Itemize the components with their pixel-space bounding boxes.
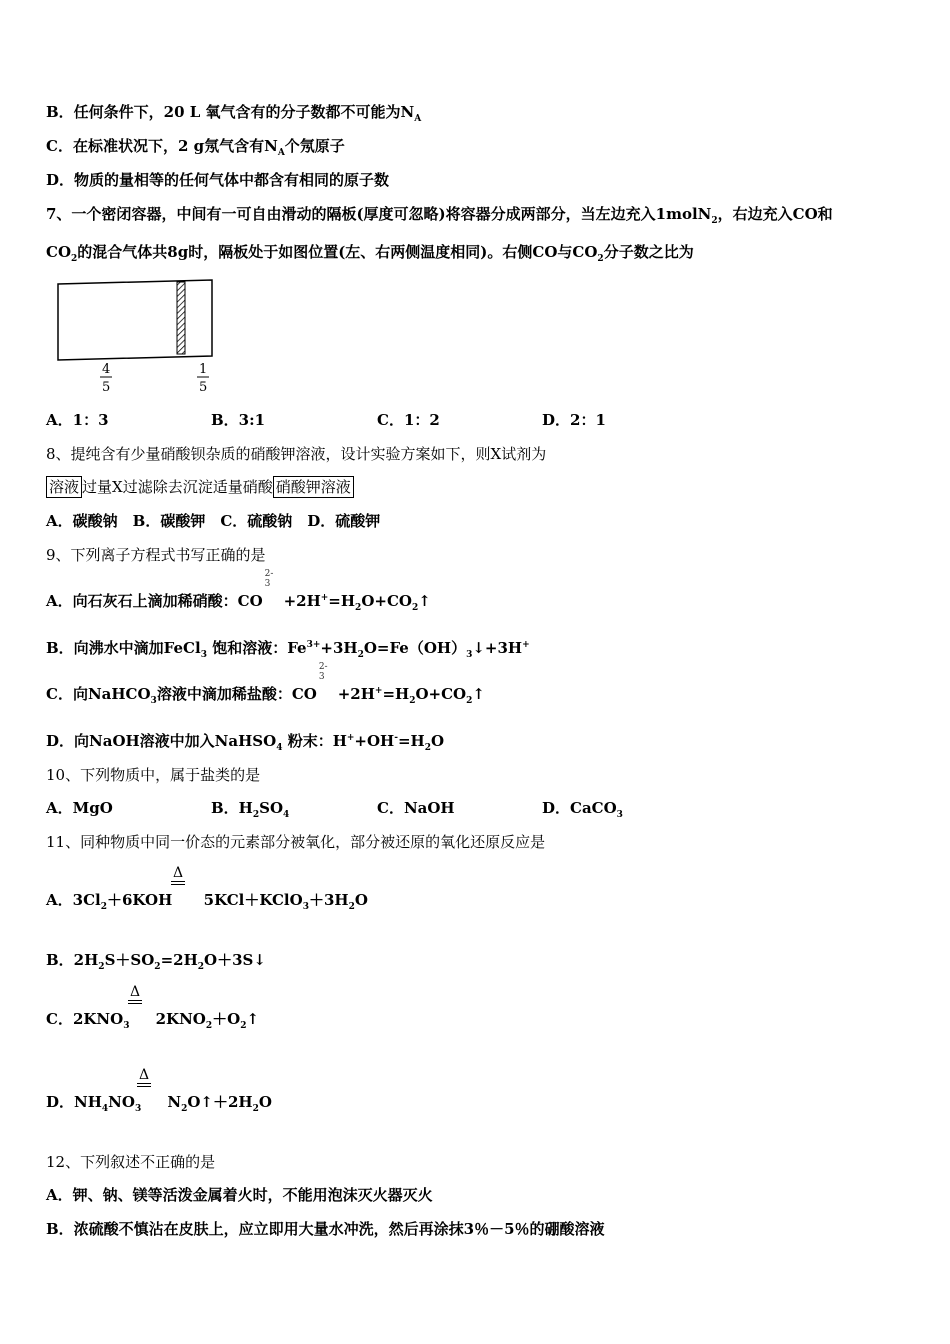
right-fraction-num: 1 bbox=[199, 362, 208, 377]
flow-step2: 过滤 bbox=[122, 478, 153, 496]
partition-plate bbox=[177, 282, 185, 354]
q9-option-b: B．向沸水中滴加FeCl$_3$ 饱和溶液：$Fe^{3+}+3H_2O=Fe(OH)_3↓+3H^+$ bbox=[46, 639, 530, 660]
q7-stem-line1: 7、一个密闭容器，中间有一可自由滑动的隔板(厚度可忽略)将容器分成两部分，当左边充入1molN$_2$，右边充入CO和 bbox=[46, 205, 833, 226]
q7-option-c: C．1：2 bbox=[377, 411, 440, 429]
q10-option-b: B．$H_2SO_4$ bbox=[211, 799, 290, 820]
q10-stem: 10、下列物质中，属于盐类的是 bbox=[46, 766, 261, 784]
q10-option-c: C．NaOH bbox=[377, 799, 455, 817]
q6-option-d: D．物质的量相等的任何气体中都含有相同的原子数 bbox=[46, 171, 390, 189]
container-figure bbox=[50, 276, 220, 396]
flow-start: 溶液 bbox=[46, 476, 82, 498]
q9-stem: 9、下列离子方程式书写正确的是 bbox=[46, 546, 266, 564]
q11-option-c: C．$2KNO_3$ $2KNO_2+O_2↑$ bbox=[46, 1010, 260, 1031]
q7-option-d: D．2：1 bbox=[542, 411, 606, 429]
q10-option-a: A．MgO bbox=[46, 799, 113, 817]
heat-symbol-c: Δ bbox=[128, 985, 142, 1004]
q8-options: A．碳酸钠 B．碳酸钾 C．硫酸钠 D．硫酸钾 bbox=[46, 512, 381, 530]
q10-option-d: D．CaCO$_3$ bbox=[542, 799, 623, 820]
heat-symbol-a: Δ bbox=[171, 866, 185, 885]
q9-option-a: A．向石灰石上滴加稀硝酸：CO 2- 3 $+2H^+=H_2O+CO_2↑$ bbox=[46, 569, 431, 613]
q12-option-b: B．浓硫酸不慎沾在皮肤上，应立即用大量水冲洗，然后再涂抹3％－5％的硼酸溶液 bbox=[46, 1220, 605, 1238]
q11-stem: 11、同种物质中同一价态的元素部分被氧化，部分被还原的氧化还原反应是 bbox=[46, 833, 546, 851]
heat-symbol-d: Δ bbox=[137, 1068, 151, 1087]
q9-option-d: D．向NaOH溶液中加入NaHSO$_4$ 粉末：$H^++OH^-=H_2O$ bbox=[46, 732, 445, 753]
left-fraction-den: 5 bbox=[102, 380, 111, 395]
q7-stem-line2: $CO_2$的混合气体共8g时，隔板处于如图位置(左、右两侧温度相同)。右侧CO与$CO_2$分子数之比为 bbox=[46, 243, 694, 264]
q11-option-a: A．$3Cl_2+6KOH$ $5KCl+KClO_3+3H_2O$ bbox=[46, 891, 368, 912]
flow-step1: 过量X bbox=[82, 478, 123, 496]
q7-option-b: B．3:1 bbox=[211, 411, 266, 429]
q12-option-a: A．钾、钠、镁等活泼金属着火时，不能用泡沫灭火器灭火 bbox=[46, 1186, 433, 1204]
q11-option-b: B．$2H_2S+SO_2=2H_2O+3S↓$ bbox=[46, 951, 266, 972]
q6-option-b: B．任何条件下，20 L 氧气含有的分子数都不可能为$N_A$ bbox=[46, 103, 422, 124]
right-fraction-den: 5 bbox=[199, 380, 208, 395]
q12-stem: 12、下列叙述不正确的是 bbox=[46, 1153, 216, 1171]
flow-step4: 适量硝酸 bbox=[212, 478, 273, 496]
q7-option-a: A．1：3 bbox=[46, 411, 109, 429]
q8-flowchart bbox=[46, 476, 354, 498]
q8-stem: 8、提纯含有少量硝酸钡杂质的硝酸钾溶液，设计实验方案如下，则X试剂为 bbox=[46, 445, 547, 463]
q9-option-c: C．向NaHCO$_3$溶液中滴加稀盐酸：CO 2- 3 $+2H^+=H_2O+CO_2↑$ bbox=[46, 662, 485, 706]
flow-step3: 除去沉淀 bbox=[152, 478, 213, 496]
flow-end: 硝酸钾溶液 bbox=[273, 476, 354, 498]
q6-option-c: C．在标准状况下，2 g氖气含有$N_A$个氖原子 bbox=[46, 137, 345, 158]
q11-option-d: D．$NH_4NO_3$ $N_2O↑+2H_2O$ bbox=[46, 1093, 272, 1114]
left-fraction-num: 4 bbox=[102, 362, 111, 377]
